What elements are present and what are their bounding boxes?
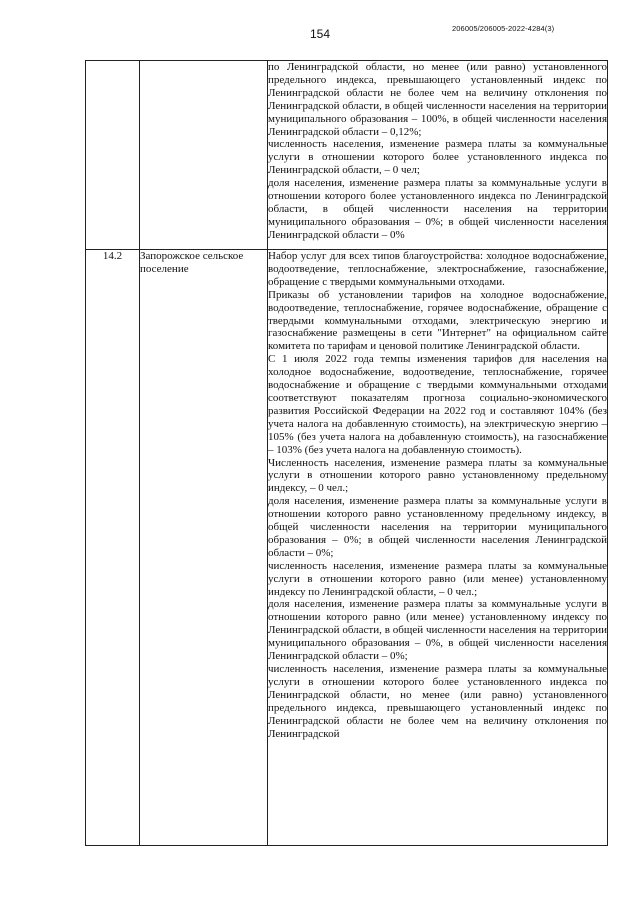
page-number: 154 <box>309 27 331 41</box>
table-row <box>86 61 608 250</box>
row-description <box>268 250 608 846</box>
paragraph: численность населения, изменение размера платы за коммунальные услуги в отношении которого равно (или менее) установленному индексу по Ленинградской области, – 0 чел.; <box>268 559 607 598</box>
row-number: 14.2 <box>86 250 140 846</box>
settlement-name: Запорожское сельское поселение <box>140 250 268 846</box>
paragraph: по Ленинградской области, но менее (или равно) установленного предельного индекса, превышающего установленный индекс по Ленинградской области не более чем на величину отклонения по Ленинградской области, в общей численности населения на территории муниципального образования – 100%, в общей численности населения Ленинградской области – 0,12%; <box>268 61 607 138</box>
paragraph: доля населения, изменение размера платы за коммунальные услуги в отношении которого более установленного индекса по Ленинградской области, в общей численности населения на территории муниципального образования – 0%; в общей численности населения Ленинградской области – 0% <box>268 177 607 241</box>
paragraph: Приказы об установлении тарифов на холодное водоснабжение, водоотведение, теплоснабжение, горячее водоснабжение, обращение с твердыми коммунальными отходами, электрическую энергию и газоснабжение размещены в сети "Интернет" на официальном сайте комитета по тарифам и ценовой политике Ленинградской области. <box>268 288 607 353</box>
paragraph: численность населения, изменение размера платы за коммунальные услуги в отношении которого более установленного индекса по Ленинградской области, но менее (или равно) установленного предельного индекса, превышающего установленный индекс по Ленинградской области не более чем на величину отклонения по Ленинградской <box>268 663 607 740</box>
paragraph: доля населения, изменение размера платы за коммунальные услуги в отношении которого равно установленному предельному индексу, в общей численности населения на территории муниципального образования – 0%; в общей численности населения Ленинградской области – 0%; <box>268 495 607 559</box>
paragraph: доля населения, изменение размера платы за коммунальные услуги в отношении которого равно (или менее) установленному индексу по Ленинградской области, в общей численности населения на территории муниципального образования – 0%, в общей численности населения Ленинградской области – 0%; <box>268 598 607 663</box>
document-id: 206005/206005-2022-4284(3) <box>452 24 555 33</box>
row-description <box>268 61 608 250</box>
paragraph: Численность населения, изменение размера платы за коммунальные услуги в отношении которого равно установленному предельному индексу, – 0 чел.; <box>268 456 607 495</box>
paragraph: численность населения, изменение размера платы за коммунальные услуги в отношении которого более установленного индекса по Ленинградской области, – 0 чел; <box>268 138 607 177</box>
paragraph: С 1 июля 2022 года темпы изменения тарифов для населения на холодное водоснабжение, водоотведение, теплоснабжение, горячее водоснабжение и обращение с твердыми коммунальными отходами соответствуют показателям прогноза социально-экономического развития Российской Федерации на 2022 год и составляют 104% (без учета налога на добавленную стоимость), на электрическую энергию – 105% (без учета налога на добавленную стоимость), на газоснабжение – 103% (без учета налога на добавленную стоимость). <box>268 353 607 456</box>
document-table <box>85 60 608 846</box>
settlement-name <box>140 61 268 250</box>
table-row <box>86 250 608 846</box>
paragraph: Набор услуг для всех типов благоустройства: холодное водоснабжение, водоотведение, теплоснабжение, электроснабжение, газоснабжение, обращение с твердыми коммунальными отходами. <box>268 250 607 288</box>
row-number <box>86 61 140 250</box>
